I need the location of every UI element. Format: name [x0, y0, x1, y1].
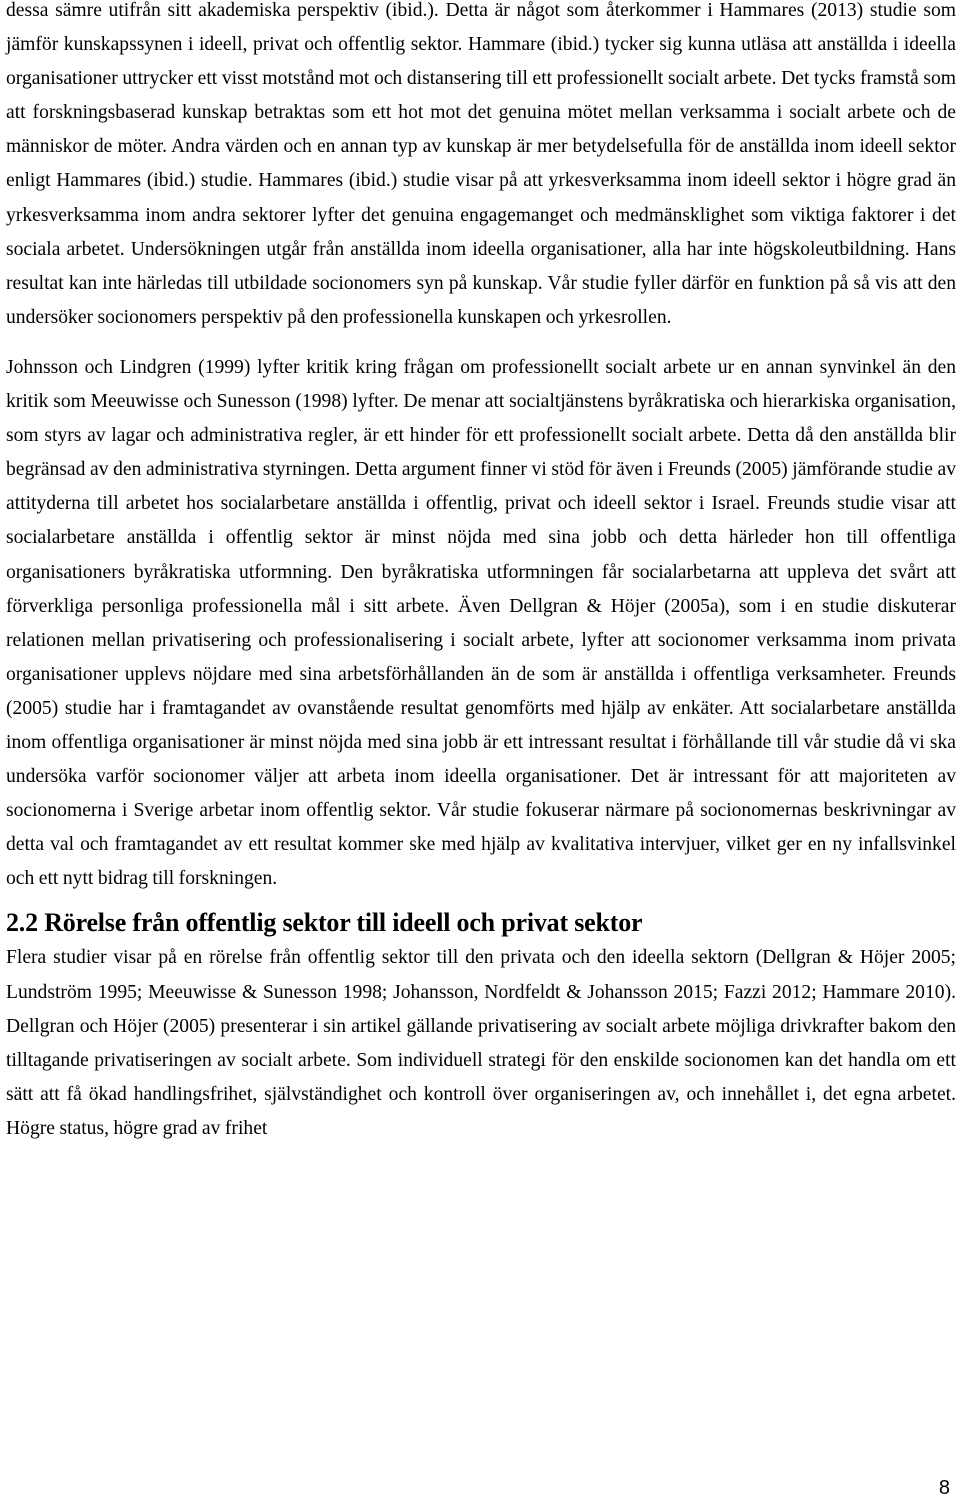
body-paragraph-2: Johnsson och Lindgren (1999) lyfter kritik kring frågan om professionellt socialt arbete ur en annan synvinkel än den kritik som Meeuwisse och Sunesson (1998) lyfter. De menar att socialtjänstens byråkratiska och hierarkiska organisation, som styrs av lagar och administrativa regler, är ett hinder för ett professionellt socialt arbete. Detta då den anställda blir begränsad av den administrativa styrningen. Detta argument finner vi stöd för även i Freunds (2005) jämförande studie av attityderna till arbetet hos socialarbetare anställda i offentlig, privat och ideell sektor i Israel. Freunds studie visar att socialarbetare anställda i offentlig sektor är minst nöjda med sina jobb och detta härleder hon till offentliga organisationers byråkratiska utformning. Den byråkratiska utformningen får socialarbetarna att uppleva det svårt att förverkliga personliga professionella mål i sitt arbete. Även Dellgran & Höjer (2005a), som i en studie diskuterar relationen mellan privatisering och professionalisering i socialt arbete, lyfter att socionomer verksamma inom privata organisationer upplevs nöjdare med sina arbetsförhållanden än de som är anställda i offentliga verksamheter. Freunds (2005) studie har i framtagandet av ovanstående resultat genomförts med hjälp av enkäter. Att socialarbetare anställda inom offentliga organisationer är minst nöjda med sina jobb är ett intressant resultat i förhållande till vår studie då vi ska undersöka varför socionomer väljer att arbeta inom ideella organisationer. Det är intressant för att majoriteten av socionomerna i Sverige arbetar inom offentlig sektor. Vår studie fokuserar närmare på socionomernas beskrivningar av detta val och framtagandet av ett resultat kommer ske med hjälp av kvalitativa intervjuer, vilket ger en ny infallsvinkel och ett nytt bidrag till forskningen. [6, 356, 956, 890]
document-page [6, 0, 956, 1146]
page-number: 8 [938, 1477, 950, 1499]
section-heading: 2.2 Rörelse från offentlig sektor till ideell och privat sektor [6, 908, 643, 938]
section-paragraph: Flera studier visar på en rörelse från offentlig sektor till den privata och den ideella sektorn (Dellgran & Höjer 2005; Lundström 1995; Meeuwisse & Sunesson 1998; Johansson, Nordfeldt & Johansson 2015; Fazzi 2012; Hammare 2010). Dellgran och Höjer (2005) presenterar i sin artikel gällande privatisering av socialt arbete möjliga drivkrafter bakom den tilltagande privatiseringen av socialt arbete. Som individuell strategi för den enskilde socionomen kan det handla om ett sätt att få ökad handlingsfrihet, självständighet och kontroll över organiseringen av, och innehållet i, det egna arbetet. Högre status, högre grad av frihet [6, 947, 956, 1139]
body-paragraph-1: dessa sämre utifrån sitt akademiska perspektiv (ibid.). Detta är något som återkommer i Hammares (2013) studie som jämför kunskapssynen i ideell, privat och offentlig sektor. Hammare (ibid.) tycker sig kunna utläsa att anställda i ideella organisationer uttrycker ett visst motstånd mot och distansering till ett professionellt socialt arbete. Det tycks framstå som att forskningsbaserad kunskap betraktas som ett hot mot det genuina mötet mellan verksamma i socialt arbete och de människor de möter. Andra värden och en annan typ av kunskap är mer betydelsefulla för de anställda inom ideell sektor enligt Hammares (ibid.) studie. Hammares (ibid.) studie visar på att yrkesverksamma inom ideell sektor i högre grad än yrkesverksamma inom andra sektorer lyfter det genuina engagemanget och medmänsklighet som viktiga faktorer i det sociala arbetet. Undersökningen utgår från anställda inom ideella organisationer, alla har inte högskoleutbildning. Hans resultat kan inte härledas till utbildade socionomers syn på kunskap. Vår studie fyller därför en funktion på så vis att den undersöker socionomers perspektiv på den professionella kunskapen och yrkesrollen. [6, 0, 956, 328]
